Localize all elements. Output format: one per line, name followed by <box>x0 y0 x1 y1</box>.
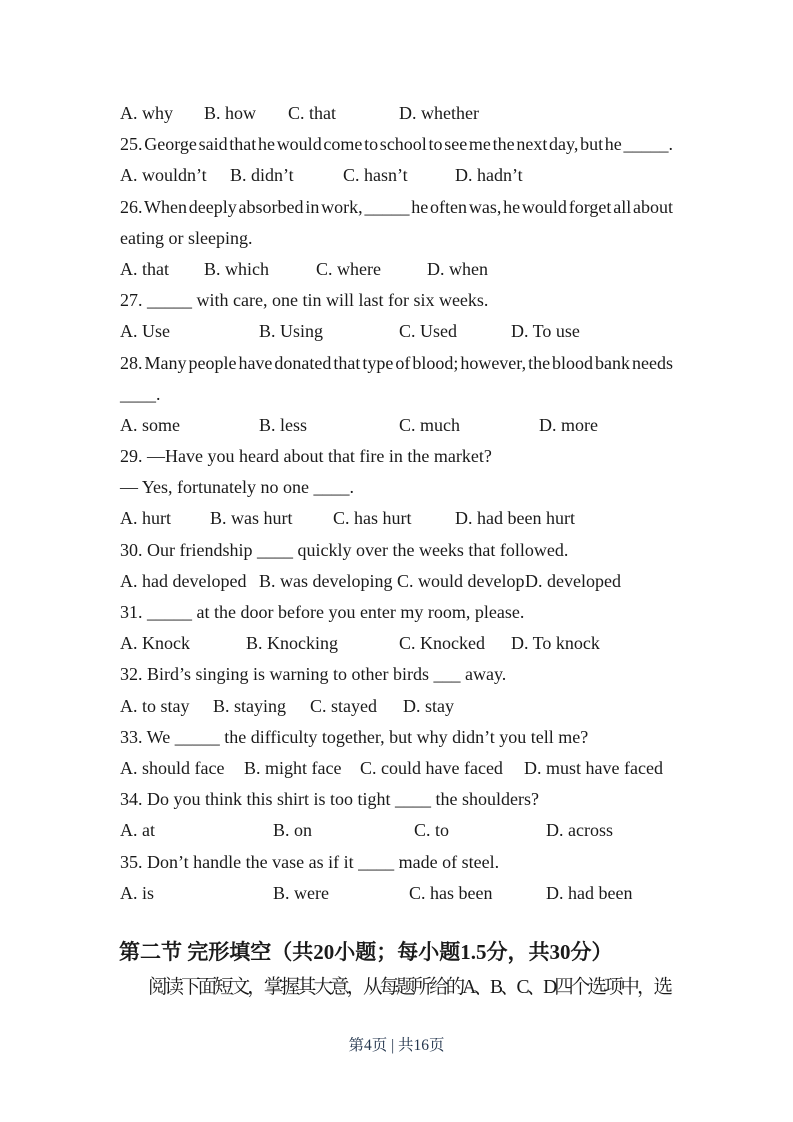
option-a: A. that <box>120 258 169 279</box>
option-c: C. could have faced <box>360 757 503 778</box>
line-text: 33. We _____ the difficulty together, but why didn’t you tell me? <box>120 726 589 747</box>
option-c: C. to <box>414 820 450 841</box>
line-text: ____. <box>120 383 161 404</box>
options-row <box>120 815 673 846</box>
option-b: B. on <box>273 820 313 841</box>
line-text: 31. _____ at the door before you enter my room, please. <box>120 602 525 622</box>
option-a: A. Use <box>120 321 170 342</box>
question-line <box>120 472 673 503</box>
intro-paragraph <box>120 972 701 1003</box>
page-number: 第4页 | 共16页 <box>348 1037 445 1054</box>
option-d: D. developed <box>525 570 621 591</box>
options-row <box>120 628 673 659</box>
option-b: B. was hurt <box>210 508 293 529</box>
option-d: D. had been <box>546 882 633 903</box>
option-a: A. hurt <box>120 508 171 529</box>
option-a: A. had developed <box>120 570 247 591</box>
option-c: C. Knocked <box>399 633 485 654</box>
option-c: C. has hurt <box>333 508 412 529</box>
line-text: — Yes, fortunately no one ____. <box>120 477 354 498</box>
line-text: eating or sleeping. <box>120 227 253 248</box>
document-lines <box>120 98 673 909</box>
option-d: D. when <box>427 258 488 279</box>
option-d: D. To knock <box>511 633 600 654</box>
option-b: B. was developing <box>259 570 393 591</box>
section-heading: 第二节 完形填空（共20小题；每小题1.5分，共30分） <box>119 940 613 964</box>
option-a: A. why <box>120 103 173 123</box>
option-b: B. Knocking <box>246 633 338 654</box>
option-d: D. had been hurt <box>455 508 575 529</box>
option-d: D. more <box>539 414 598 435</box>
page-footer <box>0 1036 793 1056</box>
question-line <box>120 535 673 566</box>
question-line <box>120 597 673 628</box>
option-c: C. where <box>316 258 381 279</box>
option-b: B. didn’t <box>230 165 294 186</box>
option-b: B. Using <box>259 321 324 342</box>
option-b: B. which <box>204 258 269 279</box>
option-c: C. hasn’t <box>343 165 408 186</box>
options-row <box>120 878 673 909</box>
line-text: 32. Bird’s singing is warning to other birds ___ away. <box>120 664 507 685</box>
question-line <box>120 847 673 878</box>
option-a: A. is <box>120 882 155 903</box>
option-d: D. whether <box>399 103 479 123</box>
option-a: A. some <box>120 414 180 435</box>
line-text: 34. Do you think this shirt is too tight ____ the shoulders? <box>120 789 539 810</box>
option-d: D. stay <box>403 695 454 716</box>
option-a: A. should face <box>120 757 225 778</box>
options-row <box>120 160 673 191</box>
option-c: C. would develop <box>397 570 525 591</box>
options-row <box>120 316 673 347</box>
option-b: B. staying <box>213 695 287 716</box>
options-row <box>120 98 673 129</box>
option-a: A. Knock <box>120 633 190 654</box>
option-a: A. to stay <box>120 695 190 716</box>
options-row <box>120 503 673 534</box>
question-line <box>120 722 673 753</box>
line-text: 35. Don’t handle the vase as if it ____ made of steel. <box>120 851 500 872</box>
line-text: 29. —Have you heard about that fire in the market? <box>120 446 492 467</box>
question-line <box>120 285 673 316</box>
line-text: 25. George said that he would come to school to see me the next day, but he _____. <box>120 134 673 155</box>
option-c: C. much <box>399 414 460 435</box>
question-line <box>120 784 673 815</box>
question-line <box>120 223 673 254</box>
question-line <box>120 348 673 379</box>
option-d: D. hadn’t <box>455 165 523 186</box>
options-row <box>120 691 673 722</box>
option-c: C. that <box>288 103 336 123</box>
question-line <box>120 659 673 690</box>
option-c: C. has been <box>409 882 493 903</box>
line-text: 26. When deeply absorbed in work, _____ he often was, he would forget all about <box>120 196 673 217</box>
option-a: A. wouldn’t <box>120 165 207 186</box>
options-row <box>120 410 673 441</box>
intro-paragraph-text: 阅读下面短文，掌握其大意，从每题所给的A、B、C、D四个选项中，选 <box>148 977 671 998</box>
option-d: D. across <box>546 820 613 841</box>
option-b: B. might face <box>244 757 342 778</box>
line-text: 27. _____ with care, one tin will last for six weeks. <box>120 290 489 311</box>
option-d: D. To use <box>511 321 580 342</box>
options-row <box>120 566 673 597</box>
option-a: A. at <box>120 820 155 841</box>
option-b: B. how <box>204 103 257 123</box>
question-line <box>120 129 673 160</box>
options-row <box>120 753 673 784</box>
option-b: B. less <box>259 414 308 435</box>
question-line <box>120 441 673 472</box>
option-c: C. stayed <box>310 695 377 716</box>
question-line <box>120 379 673 410</box>
option-d: D. must have faced <box>524 757 663 778</box>
option-b: B. were <box>273 882 329 903</box>
question-line <box>120 192 673 223</box>
options-row <box>120 254 673 285</box>
line-text: 28. Many people have donated that type of blood; however, the blood bank needs <box>120 352 673 373</box>
line-text: 30. Our friendship ____ quickly over the weeks that followed. <box>120 539 569 560</box>
option-c: C. Used <box>399 321 457 342</box>
